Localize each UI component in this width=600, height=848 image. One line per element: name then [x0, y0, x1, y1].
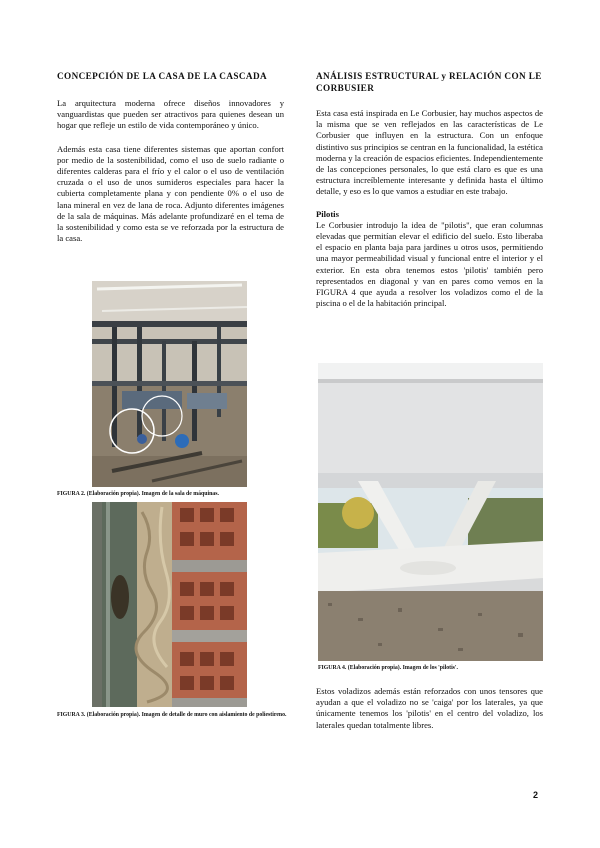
machine-room-illustration	[92, 281, 247, 487]
paragraph-voladizos: Estos voladizos además están reforzados con unos tensores que ayudan a que el voladizo no se 'caiga' por los laterales, ya que únicamente tenemos los 'pilotis' en el centro del voladizo, los laterales quedan totalmente libres.	[316, 686, 543, 730]
left-column	[57, 70, 284, 244]
paragraph-pilotis: Le Corbusier introdujo la idea de "pilotis", que eran columnas elevadas que permitían elevar el edificio del suelo. Esto liberaba el espacio en planta baja para jardines u otros usos, permitiendo una mayor permeabilidad visual y funcional entre el interior y el exterior. En esta obra tenemos estos 'pilotis' también pero representados en diagonal y van en pares como vemos en la FIGURA 4 que ayuda a resolver los voladizos como el de la piscina o el de la habitación principal.	[316, 219, 543, 309]
wall-detail-illustration	[92, 502, 247, 707]
figure-2-machine-room-photo	[92, 281, 247, 487]
figure-2-caption: FIGURA 2. (Elaboración propia). Imagen de la sala de máquinas.	[57, 491, 219, 497]
page-number: 2	[533, 790, 539, 800]
right-column	[316, 70, 543, 309]
section-heading-casa-cascada: CONCEPCIÓN DE LA CASA DE LA CASCADA	[57, 71, 268, 81]
paragraph-intro: La arquitectura moderna ofrece diseños innovadores y vanguardistas que pueden ser atractivos para quienes desean un hogar que refleje un estilo de vida contemporáneo y único.	[57, 98, 284, 131]
pilotis-illustration	[318, 363, 543, 661]
figure-4-caption: FIGURA 4. (Elaboración propia). Imagen de los 'pilotis'.	[318, 665, 458, 671]
figure-4-pilotis-photo	[318, 363, 543, 661]
paragraph-sostenibilidad: Además esta casa tiene diferentes sistemas que aportan confort por medio de la sostenibilidad, como el uso de suelo radiante o diferentes calderas para el frío y el calor o el uso de ventilación cruzada o el uso de unos sumideros especiales para hacer la cubierta completamente plana y con pendiente 0% o el uso de lana mineral en vez de lana de roca. Adjunto diferentes imágenes de la sala de máquinas. Más adelante profundizaré en el tema de la sostenibilidad y como esta se ve reforzada por la estructura de la casa.	[57, 143, 284, 244]
figure-3-caption: FIGURA 3. (Elaboración propia). Imagen de detalle de muro con aislamiento de poliestireno.	[57, 712, 287, 718]
subheading-pilotis: Pilotis	[316, 208, 339, 219]
figure-3-wall-detail-photo	[92, 502, 247, 707]
section-heading-analisis-estructural: ANÁLISIS ESTRUCTURAL y RELACIÓN CON LE CORBUSIER	[316, 71, 542, 93]
paragraph-le-corbusier: Esta casa está inspirada en Le Corbusier, hay muchos aspectos de la misma que se ven reflejados en las características de Le Corbusier que influyen en la estructura. Con un enfoque distintivo sus principios se centran en la funcionalidad, la estética moderna y la creación de espacios eficientes. Independientemente de las concepciones personales, lo que está claro es que es una estructura increíblemente interesante y definida hasta el último detalle, y eso es lo que vamos a estudiar en este trabajo.	[316, 108, 543, 197]
